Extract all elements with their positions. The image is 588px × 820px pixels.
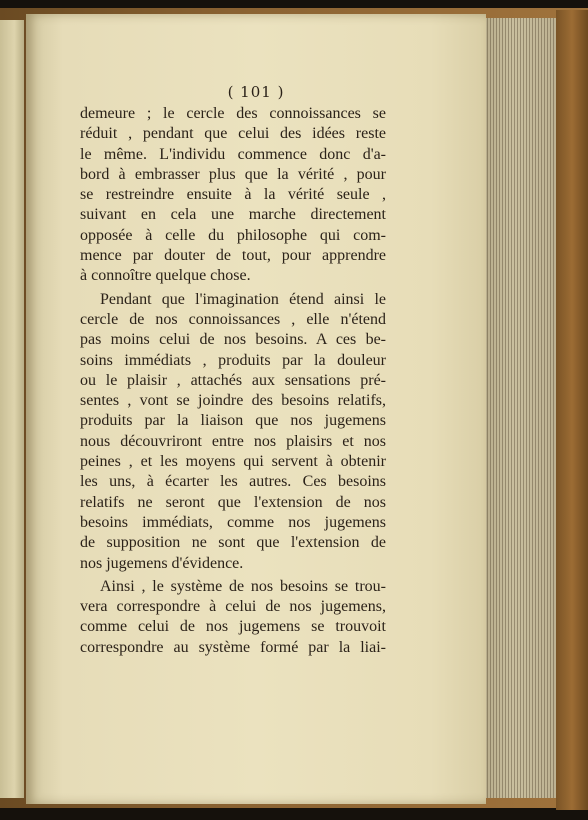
text-line: pas moins celui de nos besoins. A ces be- — [80, 331, 386, 349]
text-line: se restreindre ensuite à la vérité seule , — [80, 186, 386, 204]
text-line: produits par la liaison que nos jugemens — [80, 412, 386, 430]
text-line: cercle de nos connoissances , elle n'étend — [80, 310, 386, 328]
text-line: relatifs ne seront que l'extension de nos — [80, 493, 386, 511]
facing-page-edge — [0, 20, 24, 798]
text-line: correspondre au système formé par la liai- — [80, 638, 386, 656]
text-line: peines , et les moyens qui servent à obtenir — [80, 453, 386, 471]
text-line: le même. L'individu commence donc d'a- — [80, 145, 386, 163]
text-line: à connoître quelque chose. — [80, 267, 251, 285]
book-binding — [556, 10, 588, 810]
text-line: Ainsi , le système de nos besoins se trou- — [100, 577, 386, 595]
text-line: Pendant que l'imagination étend ainsi le — [100, 290, 386, 308]
text-line: nos jugemens d'évidence. — [80, 554, 244, 572]
paragraph — [80, 577, 386, 658]
text-line: de supposition ne sont que l'extension de — [80, 534, 386, 552]
text-line: comme celui de nos jugemens se trouvoit — [80, 618, 386, 636]
page-number: ( 101 ) — [227, 83, 285, 101]
paragraph — [80, 290, 386, 574]
paragraph — [80, 104, 386, 287]
text-line: nous découvriront entre nos plaisirs et nos — [80, 432, 386, 450]
text-line: mence par douter de tout, pour apprendre — [80, 247, 386, 265]
text-line: suivant en cela une marche directement — [80, 206, 386, 224]
text-line: sentes , vont se joindre des besoins relatifs, — [80, 392, 386, 410]
text-line: demeure ; le cercle des connoissances se — [80, 105, 386, 122]
text-line: besoins immédiats, comme nos jugemens — [80, 513, 386, 531]
text-line: opposée à celle du philosophe qui com- — [80, 226, 386, 244]
text-line: bord à embrasser plus que la vérité , pour — [80, 165, 386, 183]
text-line: les uns, à écarter les autres. Ces besoins — [80, 473, 386, 491]
text-line: soins immédiats , produits par la douleur — [80, 351, 386, 369]
text-line: réduit , pendant que celui des idées reste — [80, 125, 386, 143]
page-text — [80, 104, 386, 658]
text-line: ou le plaisir , attachés aux sensations pré- — [80, 371, 386, 389]
page-fore-edge — [484, 18, 556, 798]
text-line: vera correspondre à celui de nos jugemens, — [80, 598, 386, 616]
